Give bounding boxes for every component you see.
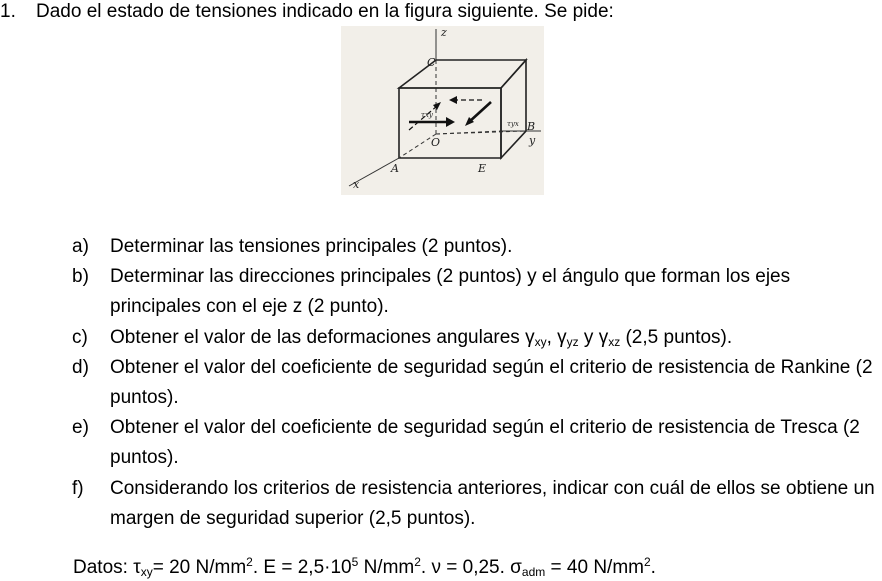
- e-unit: N/mm: [358, 557, 415, 578]
- item-label: f): [72, 477, 84, 499]
- item-label: c): [72, 326, 88, 348]
- list-item: [72, 353, 882, 413]
- gamma-sub-xz: xz: [608, 334, 621, 349]
- label-z: z: [441, 26, 447, 39]
- item-text-end: (2,5 puntos).: [620, 326, 733, 348]
- tau-xy-arrowhead-front: [446, 117, 455, 127]
- squared-3: 2: [643, 555, 651, 569]
- item-label: e): [72, 417, 89, 439]
- question-stem: Dado el estado de tensiones indicado en la figura siguiente. Se pide:: [36, 1, 614, 22]
- item-text-sep: y γ: [578, 326, 609, 348]
- squared-1: 2: [246, 555, 253, 569]
- label-x: x: [353, 178, 360, 191]
- tau-yx-arrow-right: [469, 102, 491, 122]
- item-text: Obtener el valor del coeficiente de seguridad según el criterio de resistencia de Tresca (2 puntos).: [110, 417, 860, 469]
- stress-cube-figure: [341, 26, 544, 195]
- item-text: Considerando los criterios de resistencia anteriores, indicar con cuál de ellos se obtiene un margen de seguridad superior (2,5 puntos).: [110, 477, 875, 529]
- label-B: B: [527, 120, 536, 133]
- label-y: y: [529, 134, 536, 147]
- list-item: [72, 232, 882, 262]
- squared-2: 2: [414, 555, 421, 569]
- label-tau-xy: τxy: [421, 111, 433, 119]
- label-C: C: [427, 56, 436, 69]
- label-tau-yx: τyx: [507, 120, 519, 128]
- item-text: Obtener el valor del coeficiente de seguridad según el criterio de resistencia de Rankine (2 puntos).: [110, 356, 873, 409]
- item-text: Determinar las tensiones principales (2 puntos).: [110, 236, 513, 257]
- stress-cube-diagram: [341, 26, 544, 195]
- list-item: [72, 474, 882, 534]
- gamma-sub-yz: yz: [566, 334, 579, 349]
- list-item: [72, 262, 882, 322]
- list-item: [72, 413, 882, 473]
- list-item: [72, 323, 882, 353]
- item-label: b): [72, 266, 89, 288]
- cube-right-face: [501, 60, 526, 158]
- item-label: a): [72, 236, 89, 257]
- question-items-list: [72, 232, 882, 534]
- label-A: A: [391, 162, 399, 175]
- datos-end: .: [650, 557, 656, 578]
- tau-value: = 20 N/mm: [152, 557, 247, 578]
- tau-yx-arrowhead-back: [449, 96, 457, 104]
- sigma-sub: adm: [521, 565, 546, 579]
- label-E: E: [478, 162, 487, 175]
- tau-sub: xy: [140, 565, 153, 579]
- item-text: Obtener el valor de las deformaciones angulares γ: [110, 326, 535, 348]
- item-text-sep: , γ: [546, 326, 567, 348]
- question-number: 1.: [0, 1, 16, 22]
- cube-top-face: [399, 60, 526, 88]
- datos-prefix: Datos: τ: [73, 557, 141, 578]
- label-O: O: [431, 136, 441, 149]
- item-text: Determinar las direcciones principales (2 puntos) y el ángulo que forman los ejes principales con el eje z (2 punto).: [110, 266, 791, 318]
- e-part: . E = 2,5·10: [252, 557, 352, 578]
- data-line: [73, 555, 656, 581]
- item-label: d): [72, 356, 89, 378]
- nu-part: . ν = 0,25. σ: [420, 557, 522, 578]
- sigma-value: = 40 N/mm: [545, 557, 644, 578]
- gamma-sub-xy: xy: [534, 334, 547, 349]
- e-exponent: 5: [351, 555, 359, 569]
